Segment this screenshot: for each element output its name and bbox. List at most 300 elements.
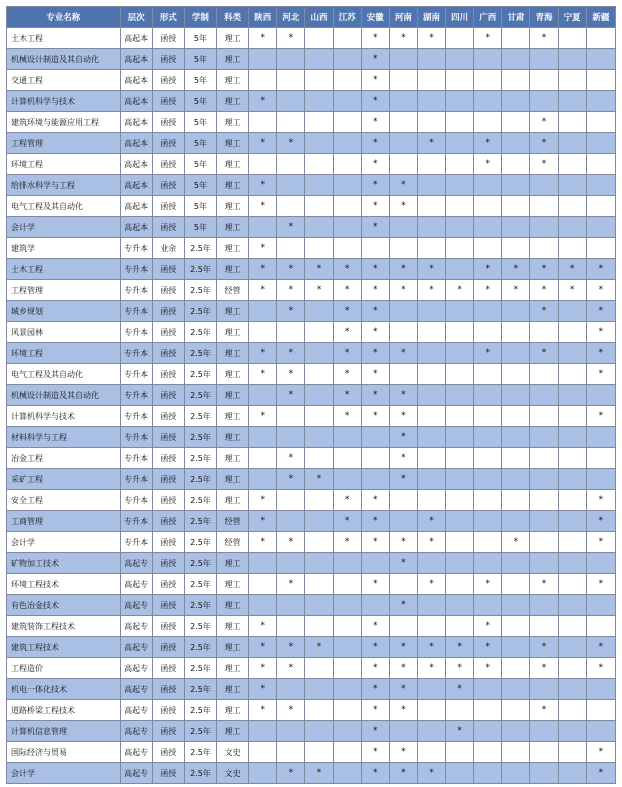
availability-mark: * — [372, 264, 378, 274]
duration-cell: 2.5年 — [184, 343, 216, 364]
province-cell — [446, 448, 474, 469]
province-cell — [502, 49, 530, 70]
availability-mark: * — [429, 537, 434, 547]
province-cell — [277, 280, 305, 301]
mode-cell: 业余 — [152, 238, 184, 259]
duration-cell: 2.5年 — [184, 637, 216, 658]
province-cell — [361, 112, 389, 133]
province-cell — [249, 679, 277, 700]
availability-mark: * — [260, 243, 265, 253]
province-cell — [249, 343, 277, 364]
province-cell — [530, 406, 558, 427]
province-cell — [305, 70, 333, 91]
province-cell — [474, 301, 502, 322]
mode-cell: 函授 — [152, 616, 184, 637]
duration-cell: 2.5年 — [184, 385, 216, 406]
province-cell — [474, 91, 502, 112]
province-cell — [446, 427, 474, 448]
duration-cell: 2.5年 — [184, 490, 216, 511]
province-cell — [361, 175, 389, 196]
table-row — [7, 448, 616, 469]
category-cell: 理工 — [217, 91, 249, 112]
table-row — [7, 238, 616, 259]
province-cell — [389, 133, 417, 154]
province-cell — [333, 385, 361, 406]
province-cell — [417, 259, 445, 280]
table-row — [7, 343, 616, 364]
column-header: 湖南 — [417, 7, 445, 28]
province-cell — [558, 301, 586, 322]
province-cell — [417, 679, 445, 700]
level-cell: 高起本 — [120, 154, 152, 175]
province-cell — [305, 532, 333, 553]
availability-mark: * — [598, 306, 604, 316]
category-cell: 理工 — [217, 616, 249, 637]
province-cell — [558, 616, 586, 637]
major-name-cell: 有色冶金技术 — [7, 595, 121, 616]
availability-mark: * — [344, 285, 350, 295]
availability-mark: * — [541, 159, 547, 169]
mode-cell: 函授 — [152, 742, 184, 763]
province-cell — [446, 406, 474, 427]
availability-mark: * — [372, 663, 378, 673]
province-cell — [558, 154, 586, 175]
province-cell — [277, 616, 305, 637]
province-cell — [277, 448, 305, 469]
province-cell — [333, 532, 361, 553]
province-cell — [305, 595, 333, 616]
availability-mark: * — [598, 768, 604, 778]
availability-mark: * — [401, 684, 406, 694]
availability-mark: * — [485, 264, 490, 274]
province-cell — [558, 364, 586, 385]
category-cell: 经管 — [217, 511, 249, 532]
province-cell — [389, 385, 417, 406]
mode-cell: 函授 — [152, 490, 184, 511]
province-cell — [586, 448, 615, 469]
province-cell — [417, 70, 445, 91]
duration-cell: 2.5年 — [184, 259, 216, 280]
province-cell — [305, 511, 333, 532]
province-cell — [474, 721, 502, 742]
province-cell — [249, 154, 277, 175]
province-cell — [333, 469, 361, 490]
column-header: 学制 — [184, 7, 216, 28]
availability-mark: * — [260, 684, 265, 694]
province-cell — [446, 742, 474, 763]
category-cell: 经管 — [217, 280, 249, 301]
province-cell — [305, 574, 333, 595]
column-header: 陕西 — [249, 7, 277, 28]
availability-mark: * — [401, 390, 406, 400]
province-cell — [502, 427, 530, 448]
availability-mark: * — [344, 264, 350, 274]
category-cell: 文史 — [217, 763, 249, 784]
table-row — [7, 280, 616, 301]
availability-mark: * — [316, 474, 322, 484]
province-cell — [277, 28, 305, 49]
availability-mark: * — [288, 579, 294, 589]
province-cell — [502, 658, 530, 679]
province-cell — [558, 553, 586, 574]
availability-mark: * — [260, 621, 265, 631]
province-cell — [586, 490, 615, 511]
level-cell: 高起本 — [120, 49, 152, 70]
province-cell — [305, 385, 333, 406]
availability-mark: * — [429, 264, 434, 274]
category-cell: 文史 — [217, 742, 249, 763]
availability-mark: * — [401, 33, 406, 43]
availability-mark: * — [316, 285, 322, 295]
level-cell: 高起专 — [120, 658, 152, 679]
province-cell — [530, 700, 558, 721]
province-cell — [586, 574, 615, 595]
level-cell: 专升本 — [120, 532, 152, 553]
province-cell — [474, 322, 502, 343]
duration-cell: 5年 — [184, 49, 216, 70]
availability-mark: * — [344, 495, 350, 505]
mode-cell: 函授 — [152, 343, 184, 364]
province-cell — [333, 511, 361, 532]
province-cell — [249, 133, 277, 154]
availability-mark: * — [598, 264, 604, 274]
availability-mark: * — [316, 768, 322, 778]
province-cell — [586, 154, 615, 175]
availability-mark: * — [344, 411, 350, 421]
province-cell — [417, 658, 445, 679]
province-cell — [305, 364, 333, 385]
mode-cell: 函授 — [152, 322, 184, 343]
province-cell — [249, 301, 277, 322]
availability-mark: * — [372, 306, 378, 316]
availability-mark: * — [372, 684, 378, 694]
availability-mark: * — [260, 369, 265, 379]
province-cell — [417, 301, 445, 322]
province-cell — [474, 658, 502, 679]
province-cell — [361, 91, 389, 112]
province-cell — [502, 280, 530, 301]
province-cell — [586, 196, 615, 217]
province-cell — [249, 259, 277, 280]
province-cell — [333, 616, 361, 637]
availability-mark: * — [541, 642, 547, 652]
availability-mark: * — [288, 474, 294, 484]
province-cell — [305, 49, 333, 70]
province-cell — [586, 238, 615, 259]
availability-mark: * — [457, 684, 462, 694]
availability-mark: * — [372, 159, 378, 169]
province-cell — [558, 280, 586, 301]
availability-mark: * — [288, 768, 294, 778]
availability-mark: * — [372, 537, 378, 547]
province-cell — [446, 532, 474, 553]
province-cell — [417, 133, 445, 154]
mode-cell: 函授 — [152, 70, 184, 91]
category-cell: 理工 — [217, 238, 249, 259]
province-cell — [361, 448, 389, 469]
availability-mark: * — [429, 138, 434, 148]
province-cell — [558, 70, 586, 91]
major-name-cell: 工程造价 — [7, 658, 121, 679]
province-cell — [586, 406, 615, 427]
province-cell — [249, 658, 277, 679]
province-cell — [502, 406, 530, 427]
category-cell: 理工 — [217, 196, 249, 217]
province-cell — [474, 700, 502, 721]
province-cell — [305, 91, 333, 112]
province-cell — [586, 742, 615, 763]
major-name-cell: 采矿工程 — [7, 469, 121, 490]
table-row — [7, 133, 616, 154]
availability-mark: * — [260, 705, 265, 715]
availability-mark: * — [598, 537, 604, 547]
province-cell — [558, 49, 586, 70]
availability-mark: * — [401, 642, 406, 652]
province-cell — [502, 595, 530, 616]
province-cell — [277, 322, 305, 343]
province-cell — [333, 679, 361, 700]
availability-mark: * — [541, 579, 547, 589]
province-cell — [277, 427, 305, 448]
province-cell — [446, 574, 474, 595]
province-cell — [249, 238, 277, 259]
province-cell — [277, 658, 305, 679]
province-cell — [417, 343, 445, 364]
major-name-cell: 国际经济与贸易 — [7, 742, 121, 763]
availability-mark: * — [401, 201, 406, 211]
availability-mark: * — [429, 579, 434, 589]
availability-mark: * — [485, 621, 490, 631]
province-cell — [558, 763, 586, 784]
table-row — [7, 763, 616, 784]
province-cell — [361, 28, 389, 49]
province-cell — [249, 196, 277, 217]
province-cell — [530, 658, 558, 679]
level-cell: 高起专 — [120, 553, 152, 574]
mode-cell: 函授 — [152, 196, 184, 217]
availability-mark: * — [598, 369, 604, 379]
availability-mark: * — [372, 369, 378, 379]
availability-mark: * — [260, 264, 265, 274]
province-cell — [474, 763, 502, 784]
province-cell — [333, 301, 361, 322]
province-cell — [502, 742, 530, 763]
province-cell — [502, 70, 530, 91]
province-cell — [502, 259, 530, 280]
province-cell — [530, 637, 558, 658]
province-cell — [417, 154, 445, 175]
province-cell — [586, 70, 615, 91]
column-header: 青海 — [530, 7, 558, 28]
availability-mark: * — [260, 516, 265, 526]
availability-mark: * — [372, 348, 378, 358]
province-cell — [389, 574, 417, 595]
duration-cell: 2.5年 — [184, 658, 216, 679]
province-cell — [305, 133, 333, 154]
province-cell — [474, 259, 502, 280]
table-row — [7, 700, 616, 721]
availability-mark: * — [344, 306, 350, 316]
province-cell — [277, 406, 305, 427]
level-cell: 专升本 — [120, 427, 152, 448]
availability-mark: * — [372, 516, 378, 526]
province-cell — [558, 238, 586, 259]
province-cell — [305, 112, 333, 133]
province-cell — [474, 70, 502, 91]
availability-mark: * — [260, 642, 265, 652]
province-cell — [558, 28, 586, 49]
province-cell — [417, 427, 445, 448]
province-cell — [333, 553, 361, 574]
province-cell — [558, 322, 586, 343]
mode-cell: 函授 — [152, 259, 184, 280]
province-cell — [389, 196, 417, 217]
province-cell — [417, 196, 445, 217]
province-cell — [333, 322, 361, 343]
table-row — [7, 91, 616, 112]
province-cell — [361, 658, 389, 679]
province-cell — [249, 217, 277, 238]
availability-mark: * — [485, 159, 490, 169]
province-cell — [530, 49, 558, 70]
province-cell — [474, 385, 502, 406]
availability-mark: * — [598, 285, 604, 295]
level-cell: 专升本 — [120, 322, 152, 343]
province-cell — [502, 637, 530, 658]
province-cell — [249, 448, 277, 469]
province-cell — [389, 532, 417, 553]
province-cell — [446, 679, 474, 700]
province-cell — [502, 238, 530, 259]
availability-mark: * — [288, 138, 294, 148]
province-cell — [305, 763, 333, 784]
major-name-cell: 工程管理 — [7, 280, 121, 301]
province-cell — [305, 679, 333, 700]
category-cell: 理工 — [217, 49, 249, 70]
duration-cell: 5年 — [184, 196, 216, 217]
province-cell — [389, 721, 417, 742]
major-name-cell: 电气工程及其自动化 — [7, 196, 121, 217]
major-name-cell: 环境工程 — [7, 343, 121, 364]
category-cell: 理工 — [217, 574, 249, 595]
province-cell — [361, 217, 389, 238]
table-row — [7, 196, 616, 217]
province-cell — [586, 49, 615, 70]
table-row — [7, 175, 616, 196]
province-cell — [530, 196, 558, 217]
mode-cell: 函授 — [152, 154, 184, 175]
major-name-cell: 会计学 — [7, 217, 121, 238]
province-cell — [277, 196, 305, 217]
mode-cell: 函授 — [152, 700, 184, 721]
province-cell — [305, 742, 333, 763]
province-cell — [417, 511, 445, 532]
category-cell: 理工 — [217, 28, 249, 49]
table-row — [7, 637, 616, 658]
province-cell — [389, 406, 417, 427]
province-cell — [586, 217, 615, 238]
province-cell — [417, 28, 445, 49]
column-header: 层次 — [120, 7, 152, 28]
duration-cell: 5年 — [184, 217, 216, 238]
province-cell — [361, 322, 389, 343]
province-cell — [502, 133, 530, 154]
availability-mark: * — [485, 579, 490, 589]
province-cell — [446, 595, 474, 616]
province-cell — [361, 259, 389, 280]
province-cell — [502, 385, 530, 406]
province-cell — [249, 490, 277, 511]
category-cell: 理工 — [217, 301, 249, 322]
mode-cell: 函授 — [152, 49, 184, 70]
province-cell — [586, 28, 615, 49]
province-cell — [361, 238, 389, 259]
province-cell — [389, 301, 417, 322]
province-cell — [502, 196, 530, 217]
province-cell — [474, 553, 502, 574]
major-name-cell: 土木工程 — [7, 259, 121, 280]
province-cell — [305, 448, 333, 469]
duration-cell: 2.5年 — [184, 763, 216, 784]
province-cell — [502, 616, 530, 637]
province-cell — [446, 469, 474, 490]
province-cell — [277, 553, 305, 574]
province-cell — [333, 721, 361, 742]
province-cell — [417, 280, 445, 301]
province-cell — [277, 49, 305, 70]
province-cell — [333, 406, 361, 427]
availability-mark: * — [541, 33, 547, 43]
availability-mark: * — [260, 663, 265, 673]
table-row — [7, 49, 616, 70]
province-cell — [586, 511, 615, 532]
province-cell — [389, 238, 417, 259]
duration-cell: 2.5年 — [184, 301, 216, 322]
table-row — [7, 721, 616, 742]
level-cell: 高起专 — [120, 700, 152, 721]
availability-mark: * — [401, 558, 406, 568]
province-cell — [249, 616, 277, 637]
mode-cell: 函授 — [152, 574, 184, 595]
province-cell — [558, 511, 586, 532]
availability-mark: * — [457, 726, 462, 736]
province-cell — [249, 175, 277, 196]
province-cell — [586, 133, 615, 154]
availability-mark: * — [372, 327, 378, 337]
province-cell — [305, 280, 333, 301]
province-cell — [446, 301, 474, 322]
province-cell — [446, 196, 474, 217]
availability-mark: * — [485, 663, 490, 673]
availability-mark: * — [401, 705, 406, 715]
province-cell — [586, 364, 615, 385]
province-cell — [502, 574, 530, 595]
province-cell — [446, 238, 474, 259]
availability-mark: * — [598, 663, 604, 673]
province-cell — [361, 742, 389, 763]
availability-mark: * — [372, 138, 378, 148]
province-cell — [277, 343, 305, 364]
availability-mark: * — [372, 180, 378, 190]
table-row — [7, 574, 616, 595]
category-cell: 理工 — [217, 322, 249, 343]
province-cell — [474, 532, 502, 553]
duration-cell: 5年 — [184, 175, 216, 196]
province-cell — [361, 196, 389, 217]
province-cell — [361, 301, 389, 322]
province-cell — [305, 238, 333, 259]
major-name-cell: 电气工程及其自动化 — [7, 364, 121, 385]
